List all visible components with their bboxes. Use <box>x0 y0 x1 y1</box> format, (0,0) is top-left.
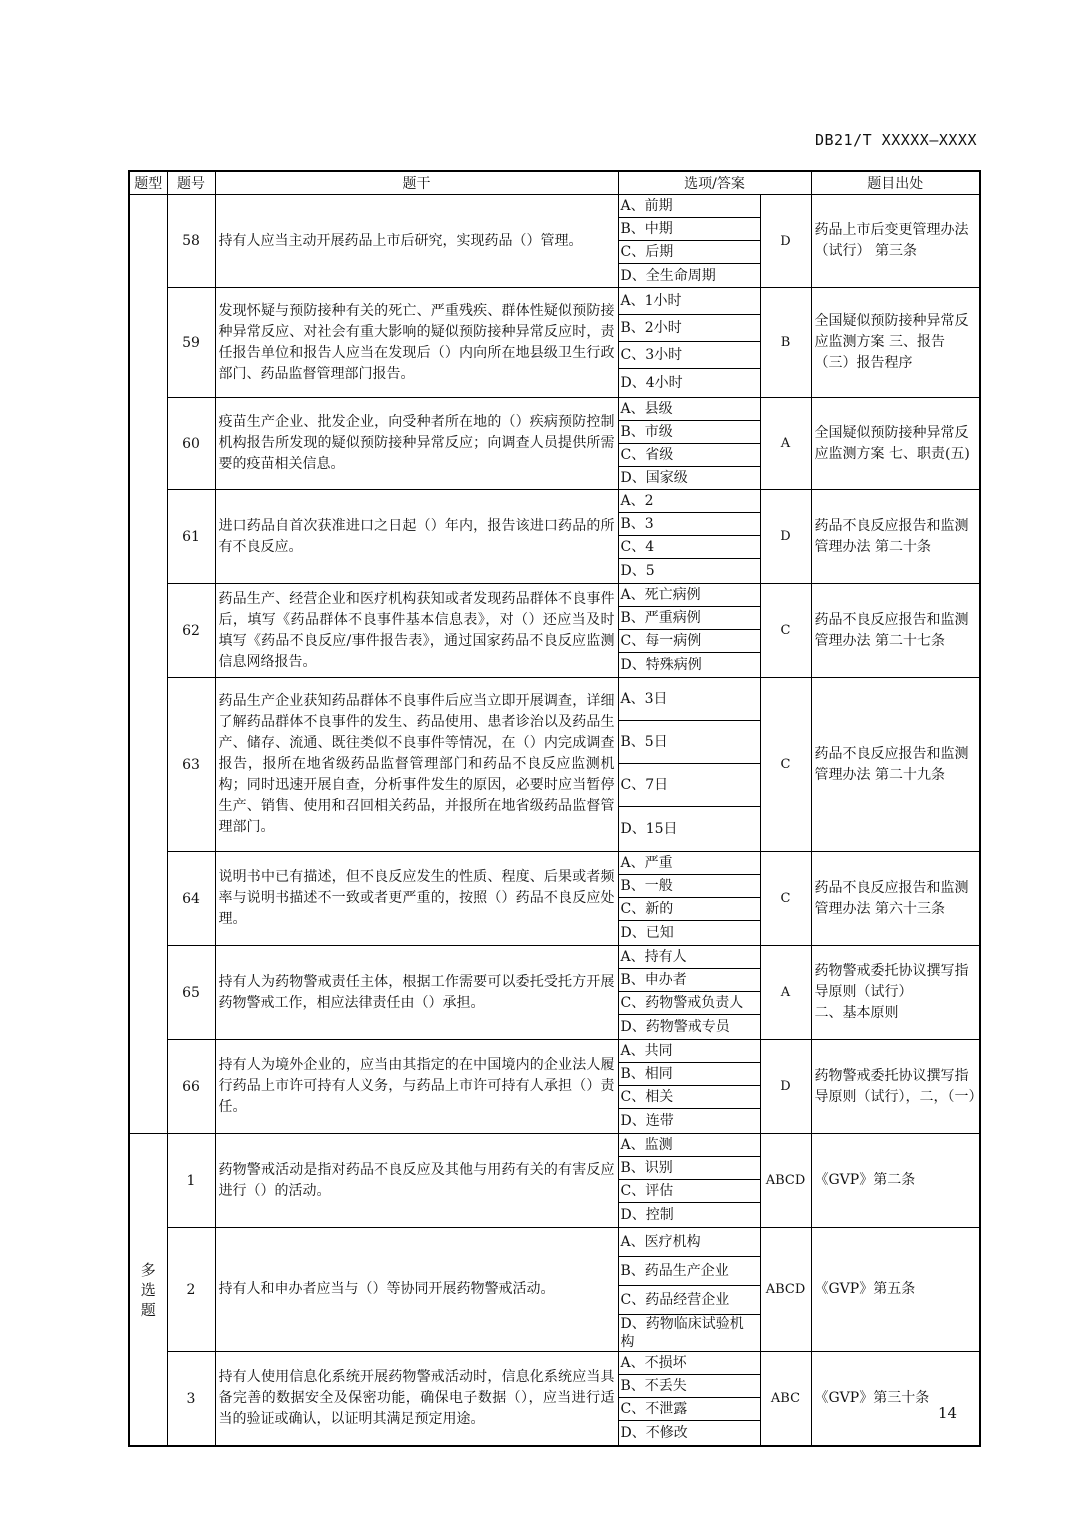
col-header-options-answer: 选项/答案 <box>618 171 811 195</box>
type-cell-multi: 多 选 题 <box>129 1134 167 1447</box>
question-number: 1 <box>167 1134 215 1228</box>
table-header-row <box>129 171 980 195</box>
question-stem: 进口药品自首次获准进口之日起（）年内，报告该进口药品的所有不良反应。 <box>215 490 618 584</box>
option-cell: B、2小时 <box>618 315 760 342</box>
option-cell: B、5日 <box>618 721 760 764</box>
answer-cell: C <box>760 852 811 946</box>
question-stem: 持有人和申办者应当与（）等协同开展药物警戒活动。 <box>215 1228 618 1352</box>
question-stem: 疫苗生产企业、批发企业，向受种者所在地的（）疾病预防控制机构报告所发现的疑似预防接种异常反应；向调查人员提供所需要的疫苗相关信息。 <box>215 398 618 490</box>
option-cell: D、4小时 <box>618 369 760 398</box>
question-number: 60 <box>167 398 215 490</box>
option-cell: B、药品生产企业 <box>618 1257 760 1286</box>
question-number: 65 <box>167 946 215 1040</box>
option-cell: C、7日 <box>618 764 760 807</box>
table-row <box>129 1228 980 1257</box>
question-stem: 持有人使用信息化系统开展药物警戒活动时，信息化系统应当具备完善的数据安全及保密功能，确保电子数据（），应当进行适当的验证或确认，以证明其满足预定用途。 <box>215 1352 618 1447</box>
table-row <box>129 398 980 421</box>
col-header-number: 题号 <box>167 171 215 195</box>
option-cell: A、前期 <box>618 195 760 218</box>
table-row <box>129 490 980 513</box>
answer-cell: A <box>760 946 811 1040</box>
option-cell: A、医疗机构 <box>618 1228 760 1257</box>
document-id: DB21/T XXXXX—XXXX <box>814 131 977 149</box>
source-cell: 药品不良反应报告和监测管理办法 第六十三条 <box>811 852 980 946</box>
question-number: 63 <box>167 678 215 852</box>
table-row <box>129 1352 980 1375</box>
source-cell: 《GVP》第二条 <box>811 1134 980 1228</box>
source-cell: 药品不良反应报告和监测管理办法 第二十条 <box>811 490 980 584</box>
question-stem: 持有人为境外企业的，应当由其指定的在中国境内的企业法人履行药品上市许可持有人义务，与药品上市许可持有人承担（）责任。 <box>215 1040 618 1134</box>
col-header-source: 题目出处 <box>811 171 980 195</box>
option-cell: A、1小时 <box>618 288 760 315</box>
table-row <box>129 195 980 218</box>
option-cell: C、药品经营企业 <box>618 1286 760 1315</box>
answer-cell: D <box>760 490 811 584</box>
source-cell: 《GVP》第五条 <box>811 1228 980 1352</box>
source-cell: 药物警戒委托协议撰写指导原则（试行），二，（一） <box>811 1040 980 1134</box>
page-number: 14 <box>938 1404 958 1422</box>
source-cell: 全国疑似预防接种异常反应监测方案 七、职责(五) <box>811 398 980 490</box>
source-cell: 全国疑似预防接种异常反应监测方案 三、报告（三）报告程序 <box>811 288 980 398</box>
option-cell: A、2 <box>618 490 760 513</box>
option-cell: C、后期 <box>618 241 760 264</box>
option-cell: D、国家级 <box>618 467 760 490</box>
option-cell: A、3日 <box>618 678 760 721</box>
option-cell: A、死亡病例 <box>618 584 760 607</box>
option-cell: A、监测 <box>618 1134 760 1157</box>
table-row <box>129 1134 980 1157</box>
option-cell: D、控制 <box>618 1203 760 1228</box>
question-stem: 药品生产、经营企业和医疗机构获知或者发现药品群体不良事件后，填写《药品群体不良事件基本信息表》，对（）还应当及时填写《药品不良反应/事件报告表》，通过国家药品不良反应监测信息网络报告。 <box>215 584 618 678</box>
answer-cell: D <box>760 195 811 288</box>
source-cell: 药物警戒委托协议撰写指导原则（试行） 二、基本原则 <box>811 946 980 1040</box>
question-number: 64 <box>167 852 215 946</box>
option-cell: C、相关 <box>618 1086 760 1109</box>
option-cell: A、不损坏 <box>618 1352 760 1375</box>
option-cell: B、严重病例 <box>618 607 760 630</box>
option-cell: C、每一病例 <box>618 630 760 653</box>
option-cell: B、不丢失 <box>618 1375 760 1398</box>
col-header-type: 题型 <box>129 171 167 195</box>
answer-cell: D <box>760 1040 811 1134</box>
option-cell: D、药物警戒专员 <box>618 1015 760 1040</box>
type-cell-single <box>129 195 167 1134</box>
option-cell: D、全生命周期 <box>618 264 760 288</box>
table-row <box>129 288 980 315</box>
option-cell: B、申办者 <box>618 969 760 992</box>
option-cell: B、识别 <box>618 1157 760 1180</box>
option-cell: C、3小时 <box>618 342 760 369</box>
option-cell: A、县级 <box>618 398 760 421</box>
option-cell: C、评估 <box>618 1180 760 1203</box>
question-stem: 药物警戒活动是指对药品不良反应及其他与用药有关的有害反应进行（）的活动。 <box>215 1134 618 1228</box>
col-header-stem: 题干 <box>215 171 618 195</box>
table-row <box>129 852 980 875</box>
question-number: 58 <box>167 195 215 288</box>
question-stem: 持有人应当主动开展药品上市后研究，实现药品（）管理。 <box>215 195 618 288</box>
option-cell: B、中期 <box>618 218 760 241</box>
table-row <box>129 1040 980 1063</box>
question-number: 62 <box>167 584 215 678</box>
source-cell: 药品不良反应报告和监测管理办法 第二十九条 <box>811 678 980 852</box>
table-row <box>129 678 980 721</box>
question-stem: 说明书中已有描述，但不良反应发生的性质、程度、后果或者频率与说明书描述不一致或者更严重的，按照（）药品不良反应处理。 <box>215 852 618 946</box>
option-cell: D、不修改 <box>618 1421 760 1447</box>
option-cell: C、新的 <box>618 898 760 921</box>
option-cell: C、药物警戒负责人 <box>618 992 760 1015</box>
option-cell: B、3 <box>618 513 760 536</box>
option-cell: D、15日 <box>618 807 760 852</box>
question-table <box>128 170 981 1447</box>
option-cell: A、持有人 <box>618 946 760 969</box>
answer-cell: B <box>760 288 811 398</box>
option-cell: D、特殊病例 <box>618 653 760 678</box>
question-number: 66 <box>167 1040 215 1134</box>
source-cell: 《GVP》第三十条 <box>811 1352 980 1447</box>
question-stem: 发现怀疑与预防接种有关的死亡、严重残疾、群体性疑似预防接种异常反应、对社会有重大影响的疑似预防接种异常反应时，责任报告单位和报告人应当在发现后（）内向所在地县级卫生行政部门、药品监督管理部门报告。 <box>215 288 618 398</box>
option-cell: C、4 <box>618 536 760 559</box>
question-number: 2 <box>167 1228 215 1352</box>
option-cell: A、严重 <box>618 852 760 875</box>
table-row <box>129 584 980 607</box>
option-cell: D、连带 <box>618 1109 760 1134</box>
question-number: 3 <box>167 1352 215 1447</box>
option-cell: C、省级 <box>618 444 760 467</box>
question-number: 61 <box>167 490 215 584</box>
answer-cell: ABC <box>760 1352 811 1447</box>
option-cell: D、药物临床试验机构 <box>618 1315 760 1352</box>
option-cell: B、一般 <box>618 875 760 898</box>
option-cell: C、不泄露 <box>618 1398 760 1421</box>
answer-cell: C <box>760 584 811 678</box>
answer-cell: A <box>760 398 811 490</box>
answer-cell: ABCD <box>760 1134 811 1228</box>
option-cell: B、相同 <box>618 1063 760 1086</box>
question-stem: 持有人为药物警戒责任主体，根据工作需要可以委托受托方开展药物警戒工作，相应法律责任由（）承担。 <box>215 946 618 1040</box>
option-cell: B、市级 <box>618 421 760 444</box>
option-cell: D、已知 <box>618 921 760 946</box>
option-cell: D、5 <box>618 559 760 584</box>
source-cell: 药品上市后变更管理办法（试行） 第三条 <box>811 195 980 288</box>
source-cell: 药品不良反应报告和监测管理办法 第二十七条 <box>811 584 980 678</box>
question-number: 59 <box>167 288 215 398</box>
table-row <box>129 946 980 969</box>
option-cell: A、共同 <box>618 1040 760 1063</box>
question-stem: 药品生产企业获知药品群体不良事件后应当立即开展调查，详细了解药品群体不良事件的发生、药品使用、患者诊治以及药品生产、储存、流通、既往类似不良事件等情况，在（）内完成调查报告，报所在地省级药品监督管理部门和药品不良反应监测机构；同时迅速开展自查，分析事件发生的原因，必要时应当暂停生产、销售、使用和召回相关药品，并报所在地省级药品监督管理部门。 <box>215 678 618 852</box>
answer-cell: C <box>760 678 811 852</box>
answer-cell: ABCD <box>760 1228 811 1352</box>
